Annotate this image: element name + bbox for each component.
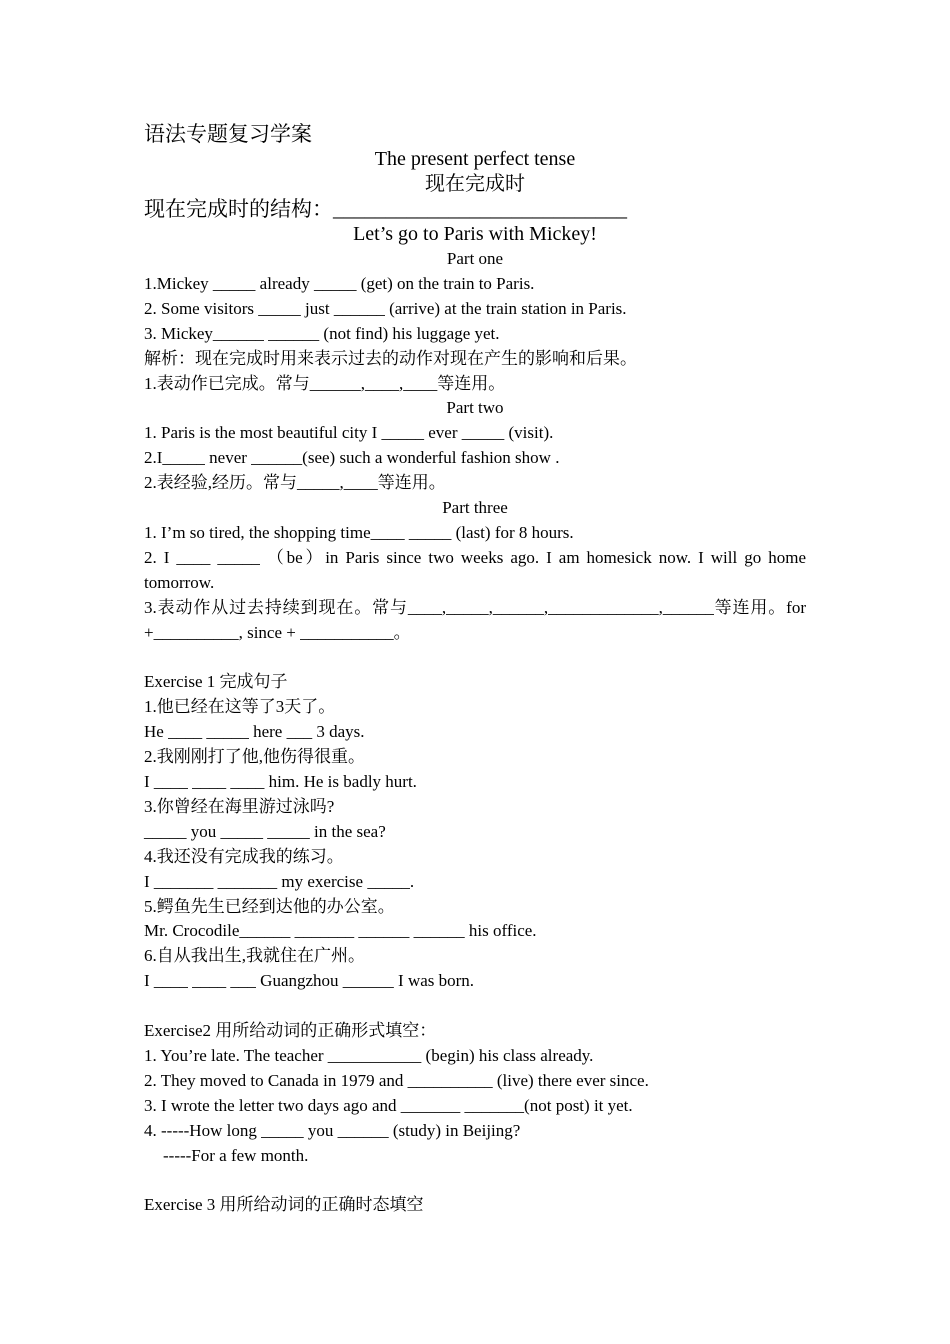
exercise-1-line: He ____ _____ here ___ 3 days. xyxy=(144,722,365,742)
part-one-analysis: 解析：现在完成时用来表示过去的动作对现在产生的影响和后果。 xyxy=(144,348,637,368)
worksheet-body xyxy=(144,122,806,1218)
part-three-line: 1. I’m so tired, the shopping time____ _____ (last) for 8 hours. xyxy=(144,522,574,542)
part-one-label: Part one xyxy=(446,249,504,268)
spacer xyxy=(144,646,806,671)
part-three-line: 2. I ____ _____ （be）in Paris since two weeks ago. I am homesick now. I will go home tomorrow. xyxy=(144,547,806,592)
exercise-1-line: 1.他已经在这等了3天了。 xyxy=(144,697,336,717)
exercise-1-line: 2.我刚刚打了他,他伤得很重。 xyxy=(144,747,365,767)
exercise-2-answer: -----For a few month. xyxy=(163,1145,309,1165)
spacer xyxy=(144,994,806,1019)
part-two-line: 2.I_____ never ______(see) such a wonderful fashion show . xyxy=(144,448,560,468)
exercise-1-line: I _______ _______ my exercise _____. xyxy=(144,871,415,891)
part-two-line: 1. Paris is the most beautiful city I _____ ever _____ (visit). xyxy=(144,423,554,443)
part-one-usage: 1.表动作已完成。常与______,____,____等连用。 xyxy=(144,373,506,393)
exercise-1-line: _____ you _____ _____ in the sea? xyxy=(144,821,386,841)
exercise-2-line: 2. They moved to Canada in 1979 and __________ (live) there ever since. xyxy=(144,1070,649,1090)
exercise-1-line: 5.鳄鱼先生已经到达他的办公室。 xyxy=(144,896,395,916)
exercise-1-line: 3.你曾经在海里游过泳吗? xyxy=(144,796,335,816)
exercise-1-line: Mr. Crocodile______ _______ ______ ______ his office. xyxy=(144,921,537,941)
part-three-usage: 3.表动作从过去持续到现在。常与____,_____,______,_____________,______等连用。for +__________, since + ___________。 xyxy=(144,597,806,642)
worksheet-heading: 语法专题复习学案 xyxy=(144,122,312,146)
exercise-3-title: Exercise 3 用所给动词的正确时态填空 xyxy=(144,1195,424,1215)
title-english: The present perfect tense xyxy=(374,148,576,170)
title-chinese: 现在完成时 xyxy=(425,173,525,195)
exercise-1-line: 4.我还没有完成我的练习。 xyxy=(144,846,344,866)
exercise-2-line: 4. -----How long _____ you ______ (study) in Beijing? xyxy=(144,1120,521,1140)
part-three-label: Part three xyxy=(442,498,508,518)
exercise-1-title: Exercise 1 完成句子 xyxy=(144,672,288,692)
part-one-line: 3. Mickey______ ______ (not find) his luggage yet. xyxy=(144,323,500,343)
subtitle: Let’s go to Paris with Mickey! xyxy=(353,223,597,245)
part-one-line: 1.Mickey _____ already _____ (get) on the train to Paris. xyxy=(144,273,535,293)
exercise-2-line: 3. I wrote the letter two days ago and _______ _______(not post) it yet. xyxy=(144,1095,633,1115)
part-two-label: Part two xyxy=(446,398,504,418)
exercise-2-title: Exercise2 用所给动词的正确形式填空： xyxy=(144,1021,437,1041)
exercise-1-line: 6.自从我出生,我就住在广州。 xyxy=(144,946,365,966)
exercise-1-line: I ____ ____ ___ Guangzhou ______ I was born. xyxy=(144,971,475,991)
part-two-usage: 2.表经验,经历。常与_____,____等连用。 xyxy=(144,473,446,493)
exercise-2-line: 1. You’re late. The teacher ___________ (begin) his class already. xyxy=(144,1045,594,1065)
structure-prompt: 现在完成时的结构：____________________________ xyxy=(144,197,627,221)
part-one-line: 2. Some visitors _____ just ______ (arrive) at the train station in Paris. xyxy=(144,298,627,318)
spacer xyxy=(144,1169,806,1194)
exercise-1-line: I ____ ____ ____ him. He is badly hurt. xyxy=(144,772,417,792)
